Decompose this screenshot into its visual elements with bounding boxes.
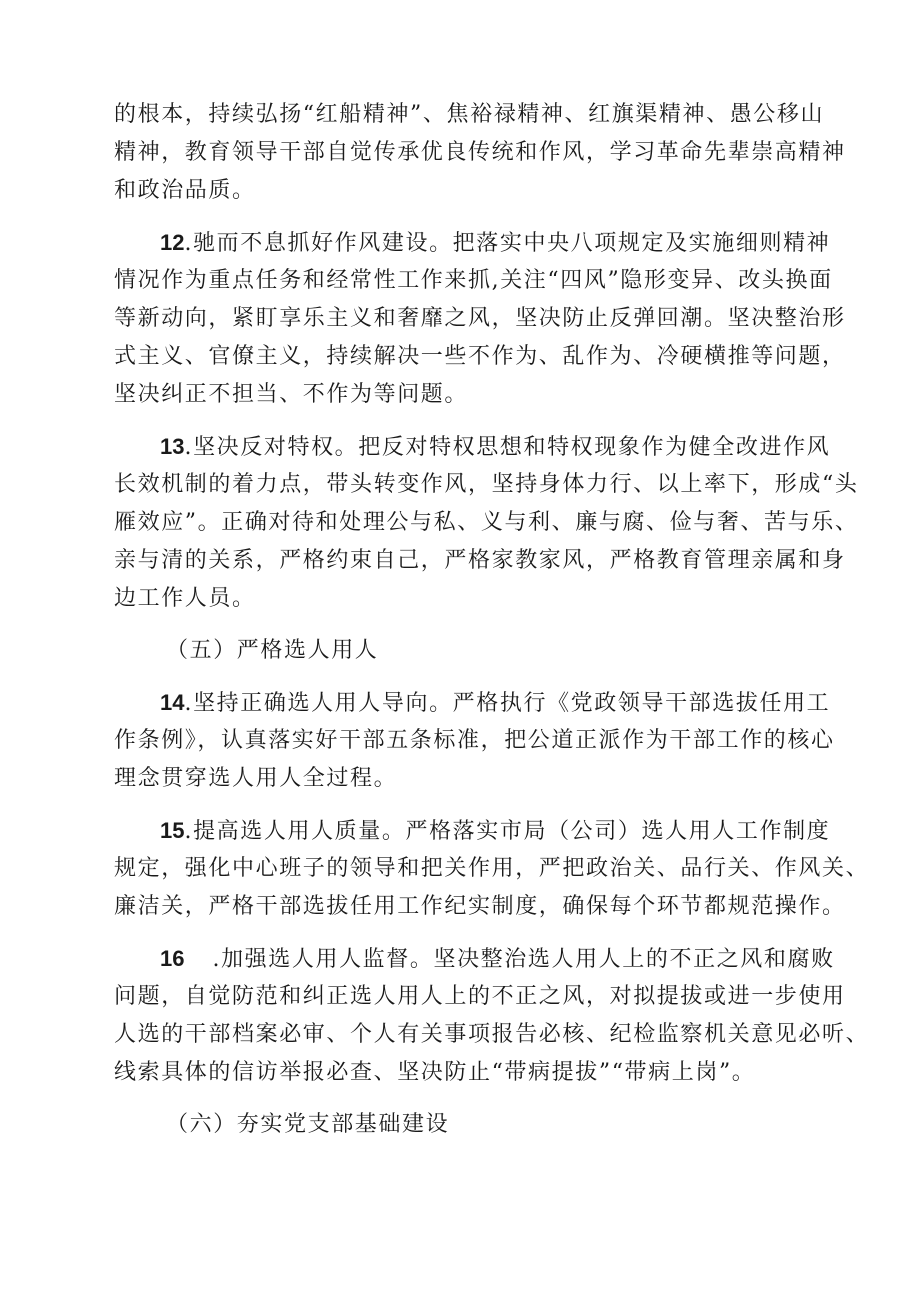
- text-line: 问题，自觉防范和纠正选人用人上的不正之风，对拟提拔或进一步使用: [114, 984, 846, 1009]
- text-line: 的根本，持续弘扬“红船精神”、焦裕禄精神、红旗渠精神、愚公移山: [114, 102, 825, 127]
- text-line: [114, 940, 834, 978]
- text-line: 式主义、官僚主义，持续解决一些不作为、乱作为、冷硬横推等问题，: [114, 344, 846, 369]
- paragraph-item-13: [114, 428, 859, 618]
- paragraph-item-16: [114, 940, 870, 1092]
- text-line: 亲与清的关系，严格约束自己，严格家教家风，严格教育管理亲属和身: [114, 548, 846, 573]
- text-line: [114, 812, 834, 850]
- section-heading: （五）严格选人用人: [166, 638, 379, 663]
- item-number: 15: [160, 818, 185, 843]
- item-text: .坚持正确选人用人导向。严格执行《党政领导干部选拔任用工: [184, 691, 831, 716]
- item-text: .坚决反对特权。把反对特权思想和特权现象作为健全改进作风: [184, 435, 831, 460]
- item-number: 16: [160, 946, 185, 971]
- text-line: 线索具体的信访举报必查、坚决防止“带病提拔”“带病上岗”。: [114, 1060, 756, 1085]
- paragraph-item-15: [114, 812, 870, 926]
- text-line: 情况作为重点任务和经常性工作来抓,关注“四风”隐形变异、改头换面: [114, 268, 833, 293]
- item-text: .加强选人用人监督。坚决整治选人用人上的不正之风和腐败: [212, 947, 835, 972]
- item-text: .提高选人用人质量。严格落实市局（公司）选人用人工作制度: [184, 819, 831, 844]
- text-line: 边工作人员。: [114, 586, 256, 611]
- text-line: 理念贯穿选人用人全过程。: [114, 766, 398, 791]
- section-heading: （六）夯实党支部基础建设: [166, 1112, 450, 1137]
- paragraph-item-12: [114, 224, 846, 414]
- item-text: .驰而不息抓好作风建设。把落实中央八项规定及实施细则精神: [184, 231, 831, 256]
- text-line: 坚决纠正不担当、不作为等问题。: [114, 382, 469, 407]
- section-heading-6: [114, 1106, 834, 1144]
- paragraph-item-14: [114, 684, 834, 798]
- text-line: 人选的干部档案必审、个人有关事项报告必核、纪检监察机关意见必听、: [114, 1022, 870, 1047]
- item-number: 12: [160, 230, 185, 255]
- section-heading-5: [114, 632, 834, 670]
- text-line: 作条例》，认真落实好干部五条标准，把公道正派作为干部工作的核心: [114, 728, 835, 753]
- text-line: 等新动向，紧盯享乐主义和奢靡之风，坚决防止反弹回潮。坚决整治形: [114, 306, 846, 331]
- text-line: 雁效应”。正确对待和处理公与私、义与利、廉与腐、俭与奢、苦与乐、: [114, 510, 859, 535]
- item-number: 13: [160, 434, 185, 459]
- paragraph-continuation: [114, 96, 846, 210]
- text-line: 规定，强化中心班子的领导和把关作用，严把政治关、品行关、作风关、: [114, 856, 870, 881]
- text-line: [114, 224, 834, 262]
- item-number: 14: [160, 690, 185, 715]
- text-line: 廉洁关，严格干部选拔任用工作纪实制度，确保每个环节都规范操作。: [114, 894, 846, 919]
- text-line: 长效机制的着力点，带头转变作风，坚持身体力行、以上率下，形成“头: [114, 472, 859, 497]
- text-line: 精神，教育领导干部自觉传承优良传统和作风，学习革命先辈崇高精神: [114, 140, 846, 165]
- text-line: 和政治品质。: [114, 178, 256, 203]
- text-line: [114, 428, 834, 466]
- text-line: [114, 684, 834, 722]
